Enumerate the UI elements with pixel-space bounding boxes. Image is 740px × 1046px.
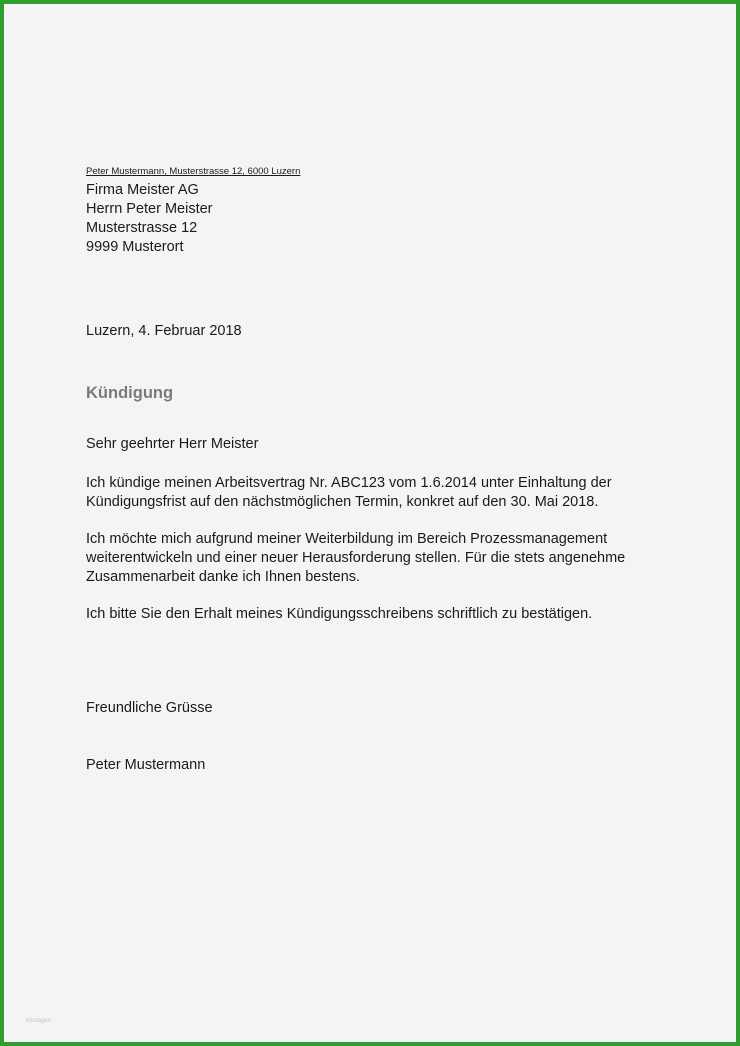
recipient-address-block	[86, 181, 213, 257]
body-paragraph-1	[86, 474, 646, 512]
recipient-street: Musterstrasse 12	[86, 220, 198, 236]
body-paragraph-3	[86, 605, 646, 624]
paragraph-line: Ich möchte mich aufgrund meiner Weiterbildung im Bereich Prozessmanagement	[86, 531, 608, 547]
watermark-text: bfodagen	[26, 1018, 52, 1024]
recipient-city: 9999 Musterort	[86, 239, 184, 255]
paragraph-line: Ich kündige meinen Arbeitsvertrag Nr. ABC123 vom 1.6.2014 unter Einhaltung der	[86, 475, 612, 491]
paragraph-line: Ich bitte Sie den Erhalt meines Kündigungsschreibens schriftlich zu bestätigen.	[86, 606, 593, 622]
recipient-name: Herrn Peter Meister	[86, 201, 213, 217]
paragraph-line: Kündigungsfrist auf den nächstmöglichen Termin, konkret auf den 30. Mai 2018.	[86, 494, 599, 510]
recipient-company: Firma Meister AG	[86, 182, 199, 198]
subject-heading: Kündigung	[86, 384, 174, 402]
paragraph-line: weiterentwickeln und einer neuer Herausforderung stellen. Für die stets angenehme	[86, 550, 626, 566]
salutation: Sehr geehrter Herr Meister	[86, 436, 259, 452]
body-paragraph-2	[86, 530, 646, 587]
place-date-line: Luzern, 4. Februar 2018	[86, 323, 242, 339]
signature-name: Peter Mustermann	[86, 757, 206, 773]
closing-phrase: Freundliche Grüsse	[86, 700, 213, 716]
sender-address-line: Peter Mustermann, Musterstrasse 12, 6000 Luzern	[86, 166, 301, 177]
paragraph-line: Zusammenarbeit danke ich Ihnen bestens.	[86, 569, 361, 585]
